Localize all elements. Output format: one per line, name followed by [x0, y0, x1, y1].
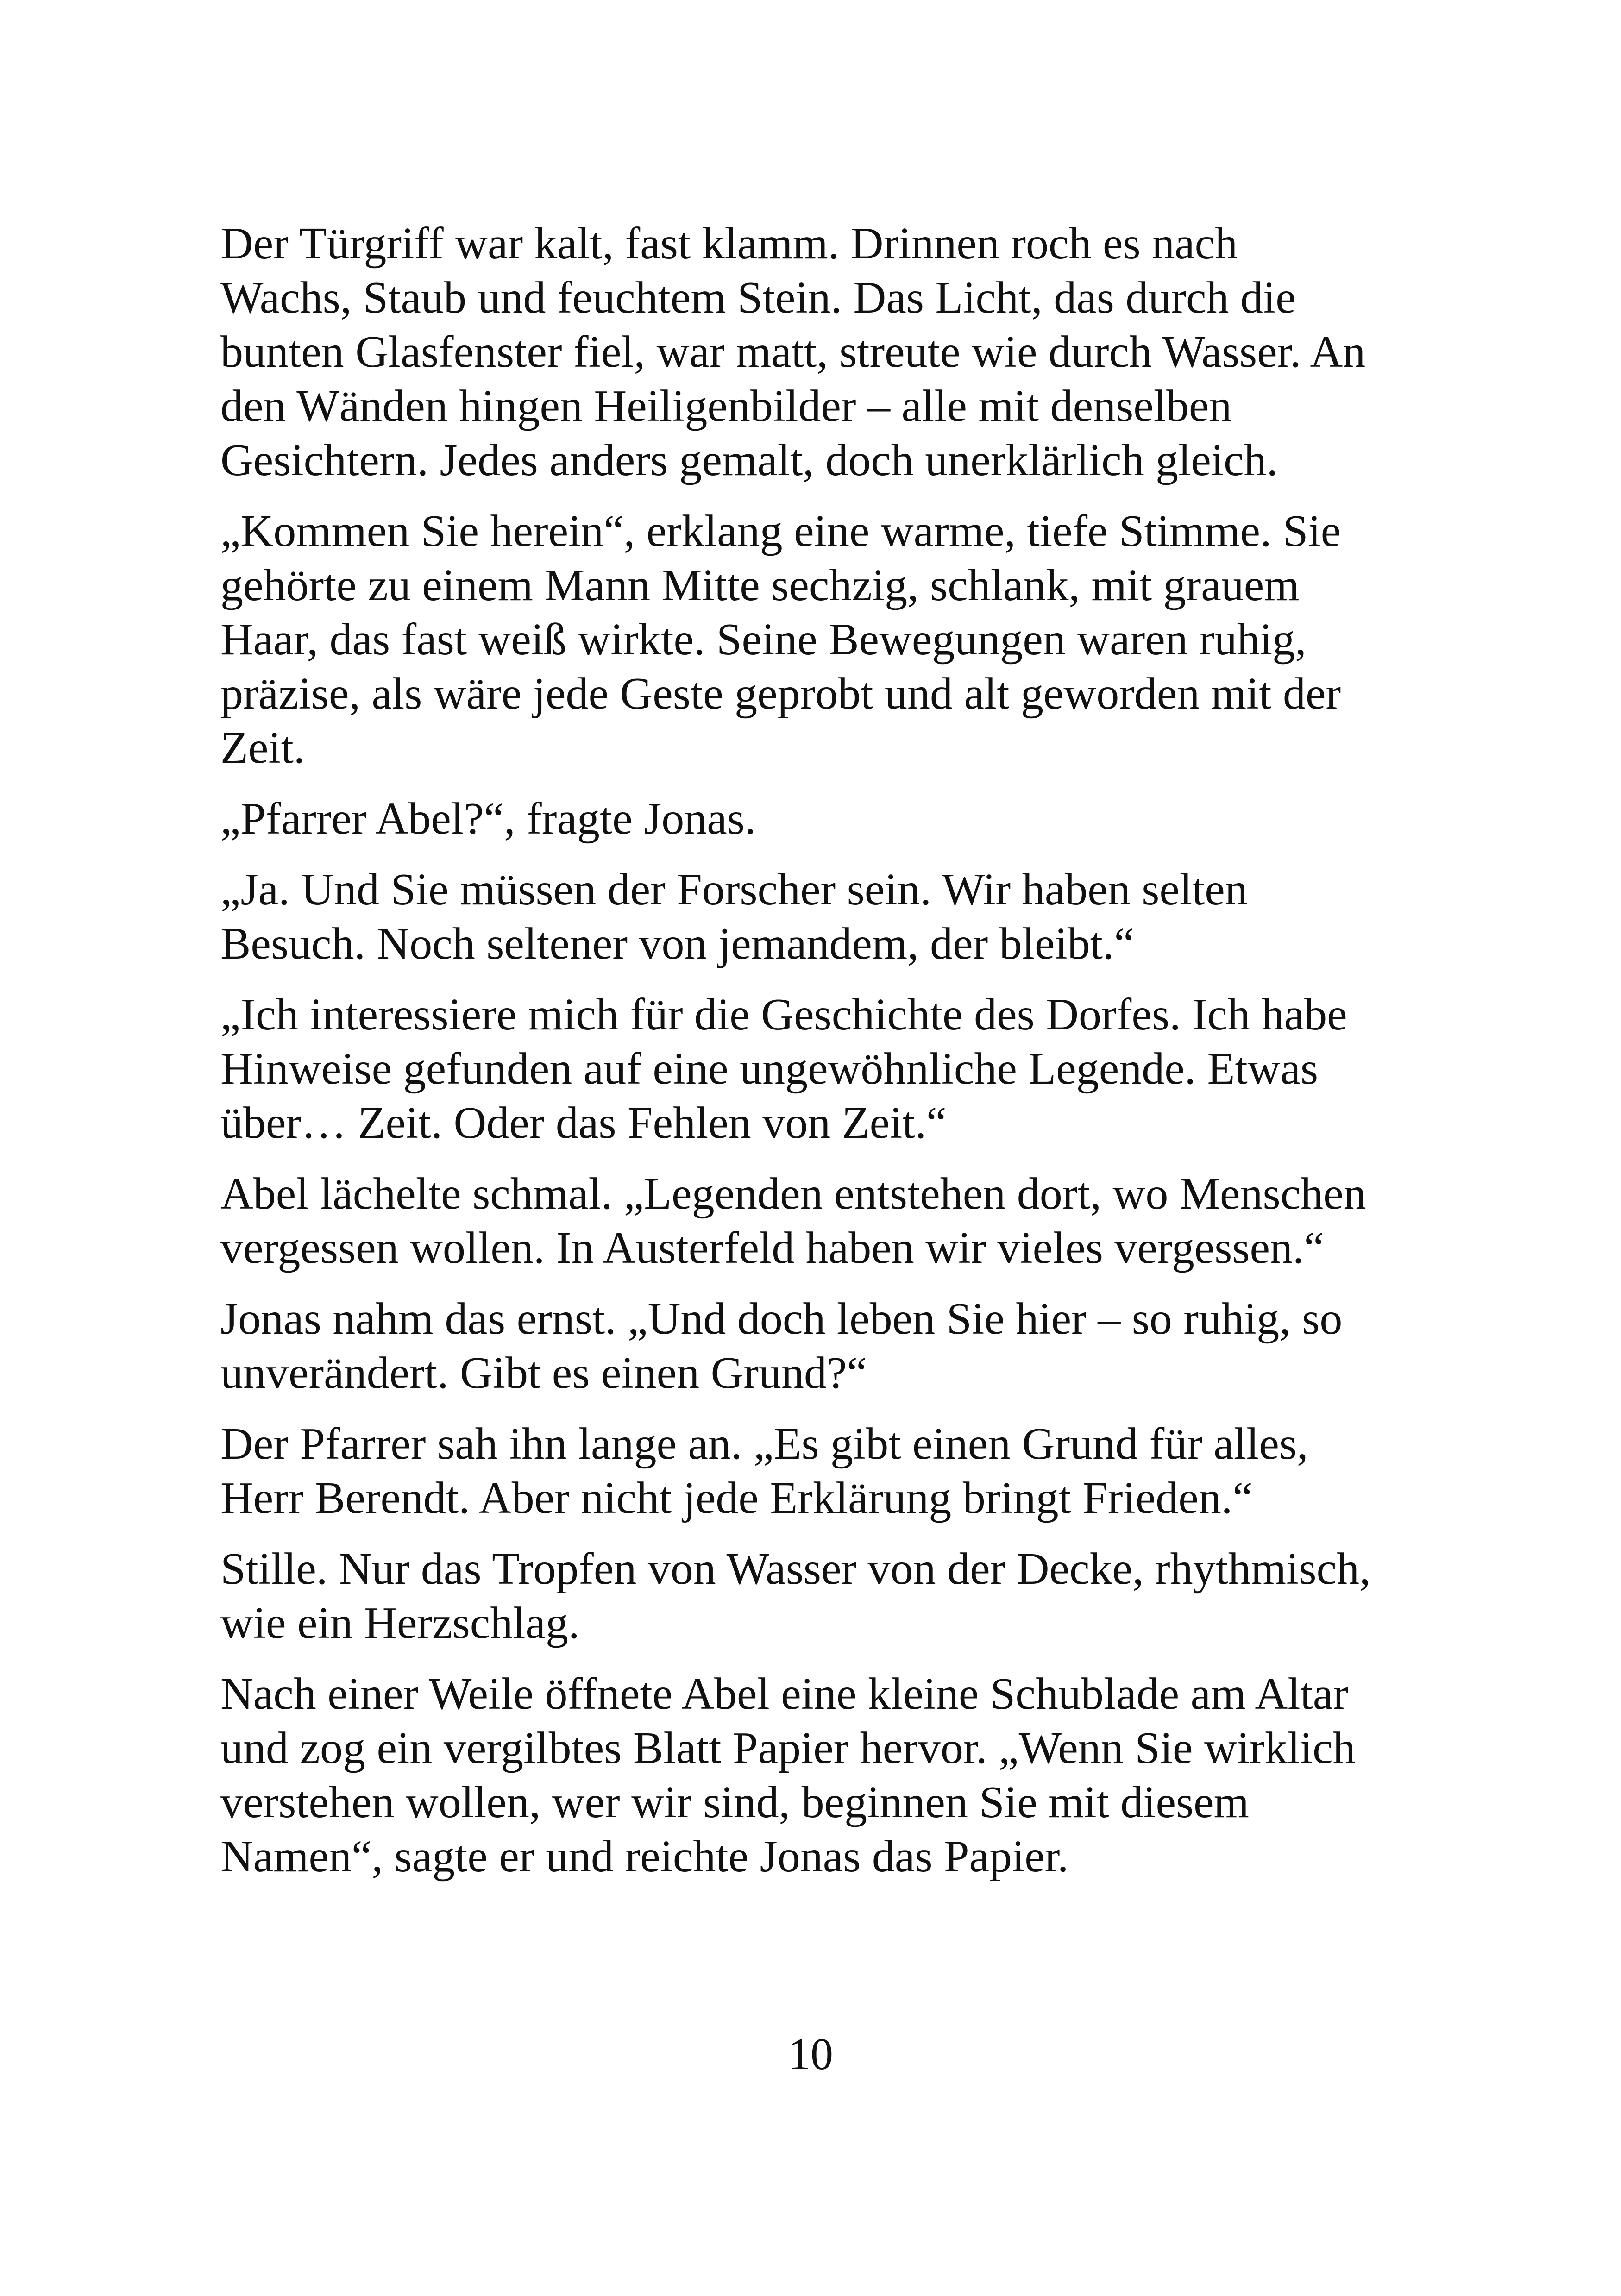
text-line: Haar, das fast weiß wirkte. Seine Bewegungen waren ruhig, — [220, 615, 1307, 665]
paragraph — [220, 1292, 1420, 1400]
text-line: Der Türgriff war kalt, fast klamm. Drinnen roch es nach — [220, 219, 1238, 269]
paragraph — [220, 863, 1420, 971]
text-line: Wachs, Staub und feuchtem Stein. Das Licht, das durch die — [220, 273, 1296, 323]
paragraph — [220, 1667, 1420, 1884]
text-line: Namen“, sagte er und reichte Jonas das Papier. — [220, 1832, 1069, 1882]
text-line: Besuch. Noch seltener von jemandem, der bleibt.“ — [220, 919, 1134, 969]
body-text — [220, 217, 1420, 1901]
text-line: gehörte zu einem Mann Mitte sechzig, schlank, mit grauem — [220, 560, 1300, 610]
text-line: Herr Berendt. Aber nicht jede Erklärung bringt Frieden.“ — [220, 1473, 1253, 1523]
paragraph — [220, 217, 1420, 488]
text-line: wie ein Herzschlag. — [220, 1598, 580, 1648]
text-line: „Pfarrer Abel?“, fragte Jonas. — [220, 794, 756, 844]
text-line: „Ich interessiere mich für die Geschichte des Dorfes. Ich habe — [220, 990, 1347, 1040]
text-line: „Kommen Sie herein“, erklang eine warme, tiefe Stimme. Sie — [220, 506, 1341, 556]
paragraph — [220, 1417, 1420, 1525]
text-line: unverändert. Gibt es einen Grund?“ — [220, 1348, 867, 1398]
text-line: verstehen wollen, wer wir sind, beginnen Sie mit diesem — [220, 1777, 1249, 1827]
text-line: Stille. Nur das Tropfen von Wasser von der Decke, rhythmisch, — [220, 1544, 1371, 1594]
text-line: und zog ein vergilbtes Blatt Papier hervor. „Wenn Sie wirklich — [220, 1723, 1356, 1773]
text-line: Nach einer Weile öffnete Abel eine kleine Schublade am Altar — [220, 1669, 1348, 1719]
text-line: Hinweise gefunden auf eine ungewöhnliche Legende. Etwas — [220, 1044, 1319, 1094]
page-number: 10 — [788, 2029, 833, 2079]
text-line: über… Zeit. Oder das Fehlen von Zeit.“ — [220, 1098, 947, 1148]
paragraph — [220, 1542, 1420, 1650]
text-line: Gesichtern. Jedes anders gemalt, doch unerklärlich gleich. — [220, 435, 1278, 485]
text-line: den Wänden hingen Heiligenbilder – alle mit denselben — [220, 381, 1232, 431]
text-line: Zeit. — [220, 723, 305, 773]
paragraph — [220, 1167, 1420, 1275]
paragraph — [220, 792, 1420, 846]
text-line: bunten Glasfenster fiel, war matt, streute wie durch Wasser. An — [220, 327, 1366, 377]
text-line: Der Pfarrer sah ihn lange an. „Es gibt einen Grund für alles, — [220, 1419, 1308, 1469]
text-line: Jonas nahm das ernst. „Und doch leben Sie hier – so ruhig, so — [220, 1294, 1343, 1344]
paragraph — [220, 988, 1420, 1150]
text-line: „Ja. Und Sie müssen der Forscher sein. Wir haben selten — [220, 865, 1248, 915]
text-line: Abel lächelte schmal. „Legenden entstehen dort, wo Menschen — [220, 1169, 1366, 1219]
paragraph — [220, 504, 1420, 775]
text-line: präzise, als wäre jede Geste geprobt und alt geworden mit der — [220, 669, 1341, 719]
text-line: vergessen wollen. In Austerfeld haben wir vieles vergessen.“ — [220, 1223, 1325, 1273]
